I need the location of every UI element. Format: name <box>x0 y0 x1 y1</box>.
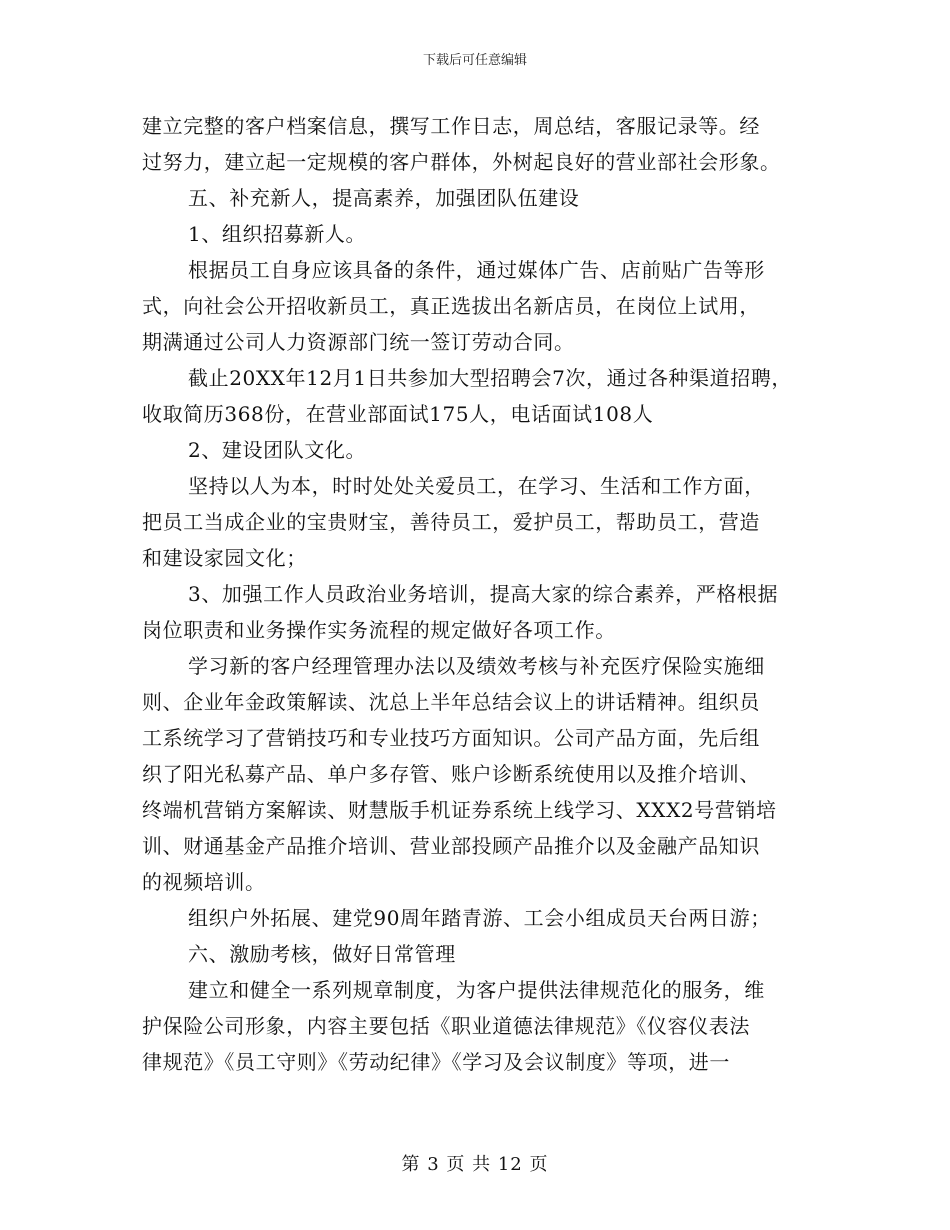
text-line: 式，向社会公开招收新员工，真正选拔出名新店员，在岗位上试用， <box>142 294 760 318</box>
text-line: 根据员工自身应该具备的条件，通过媒体广告、店前贴广告等形 <box>188 258 765 282</box>
text-line: 过努力，建立起一定规模的客户群体，外树起良好的营业部社会形象。 <box>142 150 781 174</box>
text-line: 坚持以人为本，时时处处关爱员工，在学习、生活和工作方面， <box>188 474 765 498</box>
text-line: 岗位职责和业务操作实务流程的规定做好各项工作。 <box>142 618 616 642</box>
text-line: 把员工当成企业的宝贵财宝，善待员工，爱护员工，帮助员工，营造 <box>142 510 760 534</box>
text-line: 和建设家园文化； <box>142 546 307 570</box>
text-line: 织了阳光私募产品、单户多存管、账户诊断系统使用以及推介培训、 <box>142 762 760 786</box>
document-body <box>142 108 812 1080</box>
subsection-heading: 3、加强工作人员政治业务培训，提高大家的综合素养，严格根据 <box>188 582 779 606</box>
text-line: 学习新的客户经理管理办法以及绩效考核与补充医疗保险实施细 <box>188 654 765 678</box>
text-line: 的视频培训。 <box>142 870 266 894</box>
text-line: 终端机营销方案解读、财慧版手机证券系统上线学习、XXX2号营销培 <box>142 798 777 822</box>
subsection-heading: 2、建设团队文化。 <box>188 438 367 462</box>
text-line: 训、财通基金产品推介培训、营业部投顾产品推介以及金融产品知识 <box>142 834 760 858</box>
page-header: 下载后可任意编辑 <box>422 53 527 68</box>
text-line: 护保险公司形象，内容主要包括《职业道德法律规范》《仪容仪表法 <box>142 1014 750 1038</box>
text-line: 期满通过公司人力资源部门统一签订劳动合同。 <box>142 330 575 354</box>
text-line: 收取简历368份，在营业部面试175人，电话面试108人 <box>142 402 654 426</box>
subsection-heading: 1、组织招募新人。 <box>188 222 367 246</box>
section-heading: 五、补充新人，提高素养，加强团队伍建设 <box>188 186 580 210</box>
text-line: 建立和健全一系列规章制度，为客户提供法律规范化的服务，维 <box>188 978 765 1002</box>
text-line: 建立完整的客户档案信息，撰写工作日志，周总结，客服记录等。经 <box>142 114 760 138</box>
text-line: 则、企业年金政策解读、沈总上半年总结会议上的讲话精神。组织员 <box>142 690 760 714</box>
section-heading: 六、激励考核，做好日常管理 <box>188 942 456 966</box>
text-line: 律规范》《员工守则》《劳动纪律》《学习及会议制度》等项，进一 <box>142 1050 730 1074</box>
page-number-footer: 第 3 页 共 12 页 <box>401 1154 549 1175</box>
text-line: 组织户外拓展、建党90周年踏青游、工会小组成员天台两日游； <box>188 906 771 930</box>
text-line: 工系统学习了营销技巧和专业技巧方面知识。公司产品方面，先后组 <box>142 726 760 750</box>
text-line: 截止20XX年12月1日共参加大型招聘会7次，通过各种渠道招聘， <box>188 366 793 390</box>
